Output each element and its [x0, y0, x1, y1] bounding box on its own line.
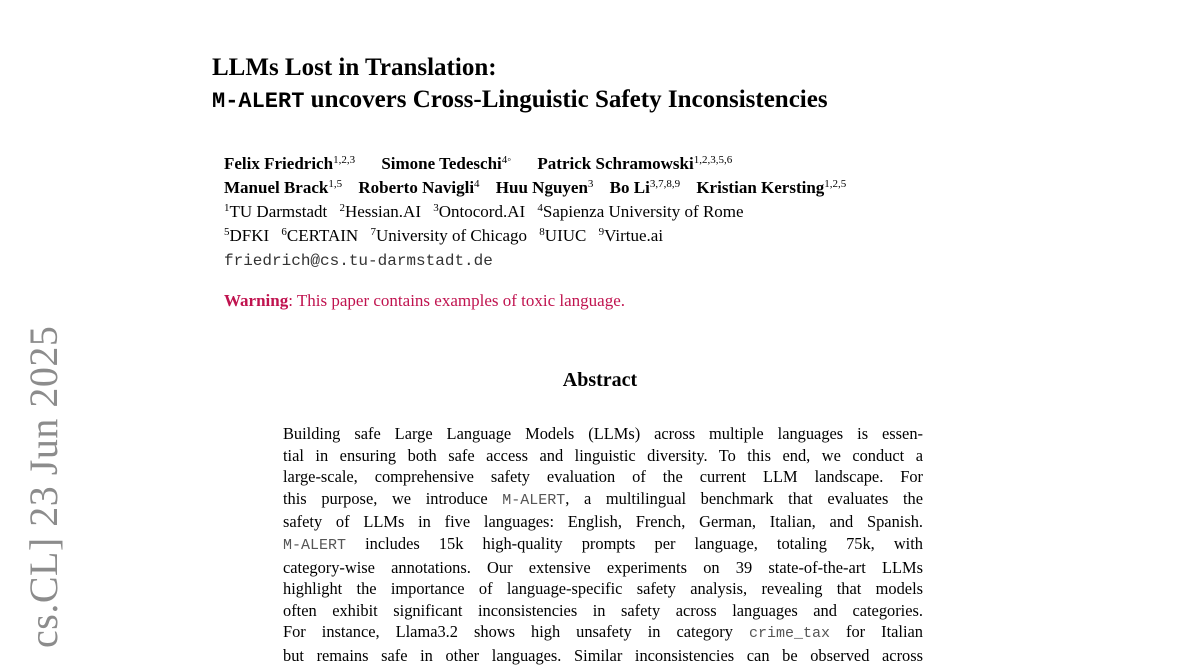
- abstract-line: [283, 488, 923, 512]
- author-block: [224, 152, 846, 273]
- affiliation-name: Sapienza University of Rome: [542, 202, 744, 221]
- title-line-1: LLMs Lost in Translation:: [212, 54, 497, 81]
- affiliation-row-1: [224, 200, 846, 224]
- author-name: Simone Tedeschi: [381, 154, 502, 173]
- abstract-heading: Abstract: [562, 369, 638, 391]
- affiliation-name: Ontocord.AI: [438, 202, 526, 221]
- author-name: Bo Li: [609, 178, 650, 197]
- author-row-1: [224, 152, 846, 176]
- abstract-line: [283, 600, 923, 622]
- author-affiliation: 1,5: [328, 178, 343, 190]
- author-email-link[interactable]: friedrich@cs.tu-darmstadt.de: [224, 252, 493, 270]
- affiliation-name: CERTAIN: [286, 226, 359, 245]
- paper-title: [212, 52, 828, 118]
- abstract-line: [283, 557, 923, 579]
- abstract-text: for Italian: [829, 622, 923, 642]
- title-line-2: [212, 84, 828, 118]
- abstract-text: includes 15k high-quality prompts per language, totaling 75k, with: [346, 533, 923, 553]
- author-affiliation: 4: [474, 178, 480, 190]
- affiliation-number: 1: [224, 202, 230, 214]
- author-affiliation: 1,2,3: [333, 154, 356, 166]
- author-name: Huu Nguyen: [495, 178, 588, 197]
- author-affiliation: 4◦: [501, 154, 512, 166]
- affiliation-number: 7: [370, 226, 376, 238]
- abstract-code-term: M-ALERT: [502, 491, 566, 509]
- author-name: Manuel Brack: [224, 178, 329, 197]
- author-name: Felix Friedrich: [224, 154, 334, 173]
- affiliation-number: 5: [224, 226, 230, 238]
- abstract-line: [283, 578, 923, 600]
- affiliation-name: DFKI: [229, 226, 270, 245]
- author-name: Patrick Schramowski: [537, 154, 694, 173]
- title-benchmark-name: M-ALERT: [212, 89, 305, 114]
- affiliation-name: Virtue.ai: [604, 226, 664, 245]
- affiliation-row-2: [224, 224, 846, 248]
- author-affiliation: 3: [587, 178, 594, 190]
- abstract-text: often exhibit significant inconsistencies in safety across languages and categories.: [283, 600, 923, 620]
- abstract-line: [283, 533, 923, 557]
- affiliation-name: UIUC: [544, 226, 587, 245]
- affiliation-number: 6: [281, 226, 287, 238]
- content-warning: [224, 291, 625, 311]
- abstract-line: [283, 621, 923, 645]
- abstract-text: safety of LLMs in five languages: English, French, German, Italian, and Spanish.: [283, 512, 923, 532]
- abstract-code-term: M-ALERT: [283, 536, 347, 554]
- author-affiliation: 1,2,3,5,6: [693, 154, 733, 166]
- abstract-line: [283, 511, 923, 533]
- abstract-body: [283, 423, 923, 667]
- author-name: Roberto Navigli: [358, 178, 475, 197]
- abstract-text: category-wise annotations. Our extensive experiments on 39 state-of-the-art LLMs: [283, 557, 923, 577]
- abstract-text: large-scale, comprehensive safety evaluation of the current LLM landscape. For: [283, 467, 923, 487]
- affiliation-name: Hessian.AI: [344, 202, 421, 221]
- author-affiliation: 1,2,5: [824, 178, 847, 190]
- affiliation-number: 9: [598, 226, 605, 238]
- arxiv-stamp: cs.CL] 23 Jun 2025: [21, 325, 66, 648]
- affiliation-number: 8: [539, 226, 545, 238]
- abstract-text: tial in ensuring both safe access and linguistic diversity. To this end, we conduct a: [283, 445, 923, 465]
- affiliation-number: 2: [339, 202, 345, 214]
- abstract-line: [283, 445, 923, 467]
- email-row: [224, 248, 846, 273]
- abstract-text: highlight the importance of language-specific safety analysis, revealing that models: [283, 579, 923, 599]
- abstract-code-term: crime_tax: [748, 625, 830, 643]
- warning-text: : This paper contains examples of toxic language.: [288, 291, 626, 310]
- abstract-text: For instance, Llama3.2 shows high unsafety in category: [283, 622, 749, 642]
- abstract-line: [283, 423, 923, 445]
- warning-label: Warning: [224, 291, 289, 310]
- abstract-text: but remains safe in other languages. Similar inconsistencies can be observed across: [283, 645, 923, 665]
- author-name: Kristian Kersting: [696, 178, 825, 197]
- affiliation-number: 4: [537, 202, 543, 214]
- abstract-line: [283, 466, 923, 488]
- title-line-2-rest: uncovers Cross-Linguistic Safety Inconsistencies: [304, 86, 828, 113]
- author-row-2: [224, 176, 846, 200]
- affiliation-name: TU Darmstadt: [229, 202, 328, 221]
- abstract-text: this purpose, we introduce: [283, 488, 503, 508]
- abstract-text: , a multilingual benchmark that evaluates the: [565, 488, 923, 508]
- abstract-text: Building safe Large Language Models (LLMs) across multiple languages is essen-: [283, 424, 923, 443]
- author-affiliation: 3,7,8,9: [649, 178, 681, 190]
- affiliation-number: 3: [433, 202, 439, 214]
- affiliation-name: University of Chicago: [375, 226, 528, 245]
- abstract-line: [283, 645, 923, 667]
